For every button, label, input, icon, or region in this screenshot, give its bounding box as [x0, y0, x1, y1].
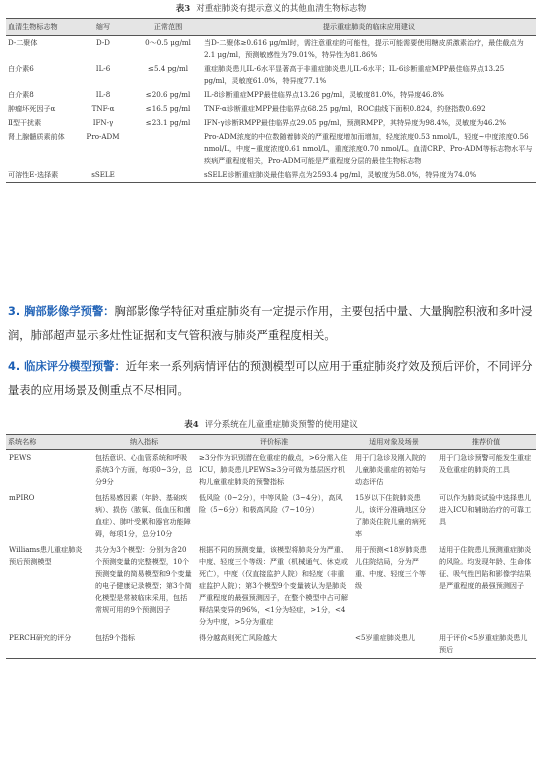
table3	[6, 18, 536, 183]
table4-header-eval: 评价标准	[196, 435, 352, 450]
paragraph-imaging-warning	[8, 300, 536, 348]
paragraph-score-model-warning	[8, 355, 536, 403]
marker-abbr: TNF-α	[91, 104, 115, 113]
table-row	[6, 102, 536, 116]
marker-advice: 当D-二聚体≥0.616 μg/ml时，需注意重症的可能性，提示可能需要使用糖皮质激素治疗，最佳截点为2.1 μg/ml，预测敏感性为79.01%，特异性为81.86%	[204, 38, 524, 59]
system-indicators: 包括9个指标	[92, 630, 196, 659]
table4-caption-title: 评分系统在儿童重症肺炎预警的使用建议	[204, 420, 358, 430]
system-value: 适用于住院患儿预测重症肺炎的风险。均发现年龄、生命体征、吸气性凹陷和影像学结果是严重程度的最强预测因子	[439, 545, 532, 590]
marker-range: ≤20.6 pg/ml	[145, 90, 191, 99]
marker-range: 0～0.5 μg/ml	[145, 38, 191, 47]
marker-range	[134, 168, 202, 183]
marker-advice: sSELE诊断重症肺炎最佳临界点为2593.4 pg/ml，灵敏度为58.0%，特异度为74.0%	[202, 168, 536, 183]
system-scenario: 用于门急诊及刚入院的儿童肺炎重症的初始与动态评估	[355, 453, 426, 486]
paragraph-text: 近年来一系列病情评估的预测模型可以应用于重症肺炎疗效及预后评价，不同评分量表的应用场景及侧重点不尽相同。	[8, 360, 533, 397]
marker-name: D-二聚体	[8, 38, 38, 47]
table3-header-name: 血清生物标志物	[6, 19, 72, 36]
table-row	[6, 168, 536, 183]
marker-range	[134, 130, 202, 168]
table-row	[6, 630, 536, 659]
marker-abbr: IL-6	[95, 64, 111, 73]
table-row	[6, 62, 536, 88]
table-row	[6, 88, 536, 102]
table4-header-row	[6, 435, 536, 450]
system-scenario: 15岁以下住院肺炎患儿，该评分准确地区分了肺炎住院儿童的病死率	[355, 493, 426, 538]
marker-abbr: IFN-γ	[92, 118, 114, 127]
table-row	[6, 542, 536, 630]
table4-header-incl: 纳入指标	[92, 435, 196, 450]
marker-name: 可溶性E-选择素	[6, 168, 72, 183]
marker-name: 白介素8	[8, 90, 34, 99]
table-row	[6, 490, 536, 542]
table4-header-name: 系统名称	[6, 435, 92, 450]
system-criteria: ≥3分作为识别潜在危重症的截点，>6分需入住ICU，肺炎患儿PEWS≥3分可做为基层医疗机构儿童重症肺炎的预警指标	[199, 453, 348, 486]
table3-header-advice: 提示重症肺炎的临床应用建议	[202, 19, 536, 36]
table4	[6, 434, 536, 659]
marker-abbr: sSELE	[72, 168, 134, 183]
system-scenario: <5岁重症肺炎患儿	[352, 630, 436, 659]
system-criteria: 根据不同的预测变量，该模型将肺炎分为严重、中度、轻度三个等级：严重（机械通气、休克或死亡），中度（仅直接监护人院）和轻度（非重症监护人院）；第3个模型9个变量被认为是肺炎严重程度的最强预测因子，在整个模型中占可解释结果变异的96%，<1分为轻症，>1分，<4分为中度，>5分为重症	[199, 545, 348, 626]
system-criteria: 低风险（0~2分），中等风险（3~4分），高风险（5~6分）和极高风险（7~10分）	[199, 493, 343, 514]
system-name: mPIRO	[9, 493, 35, 502]
table3-caption	[0, 2, 542, 14]
marker-advice: 重症肺炎患儿IL-6水平显著高于非重症肺炎患儿IL-6水平；IL-6诊断重症MPP最佳临界点13.25 pg/ml，灵敏度61.0%，特异度77.1%	[204, 64, 505, 85]
marker-abbr: Pro-ADM	[86, 132, 120, 141]
table-row	[6, 130, 536, 168]
table3-caption-title: 对重症肺炎有提示意义的其他血清生物标志物	[196, 4, 367, 14]
table3-header-range: 正常范围	[134, 19, 202, 36]
system-name: PEWS	[9, 453, 32, 462]
table4-header-value: 推荐价值	[436, 435, 536, 450]
table4-header-obj: 适用对象及场景	[352, 435, 436, 450]
marker-range: ≤23.1 pg/ml	[145, 118, 191, 127]
table3-caption-label: 表3	[175, 4, 191, 14]
marker-advice: IL-8诊断重症MPP最佳临界点13.26 pg/ml，灵敏度81.0%，特异度46.8%	[204, 90, 444, 99]
system-criteria: 得分越高则死亡风险越大	[196, 630, 352, 659]
paragraph-lead: 4. 临床评分模型预警：	[8, 360, 126, 373]
system-name: Williams患儿重症肺炎预后预测模型	[9, 545, 83, 566]
system-value: 用于门急诊预警可能发生重症及危重症的肺炎的工具	[439, 453, 532, 474]
system-value: 可以作为肺炎试验中选择患儿进入ICU和辅助治疗的可靠工具	[439, 493, 532, 526]
system-indicators: 共分为3个模型：分别为含20个预测变量的完整模型，10个预测变量的简易模型和9个变量的电子健康记录模型；第3个简化模型是常被临床采用，包括常规可用的9个预测因子	[95, 545, 192, 614]
paragraph-text: 胸部影像学特征对重症肺炎有一定提示作用，主要包括中量、大量胸腔积液和多叶浸润，肺部超声显示多灶性证据和支气管积液与肺炎严重程度相关。	[8, 305, 533, 342]
marker-name: 肾上腺髓质素前体	[8, 132, 65, 141]
marker-name: 肿瘤坏死因子α	[8, 104, 56, 113]
table4-caption	[0, 418, 542, 430]
marker-range: ≤5.4 pg/ml	[148, 64, 188, 73]
table3-header-abbr: 缩写	[72, 19, 134, 36]
marker-advice: TNF-α诊断重症MPP最佳临界点68.25 pg/ml，ROC曲线下面积0.824，约登指数0.692	[204, 104, 486, 113]
system-indicators: 包括意识、心血管系统和呼吸系统3个方面，每项0~3分，总分9分	[95, 453, 193, 486]
table-row	[6, 36, 536, 63]
table3-header-row	[6, 19, 536, 36]
system-scenario: 用于预测<18岁肺炎患儿住院结局，分为严重、中度、轻度三个等级	[355, 545, 427, 590]
marker-advice: IFN-γ诊断RMPP最佳临界点29.05 pg/ml，预测RMPP，其特异度为98.4%，灵敏度为46.2%	[204, 118, 506, 127]
system-value: 用于评价<5岁重症肺炎患儿预后	[436, 630, 536, 659]
table-row	[6, 116, 536, 130]
table-row	[6, 450, 536, 491]
paragraph-lead: 3. 胸部影像学预警：	[8, 305, 115, 318]
marker-range: ≤16.5 pg/ml	[145, 104, 191, 113]
marker-abbr: D-D	[96, 38, 110, 47]
table4-caption-label: 表4	[184, 420, 199, 430]
marker-abbr: IL-8	[95, 90, 111, 99]
system-name: PERCH研究的评分	[6, 630, 92, 659]
marker-name: Ⅱ型干扰素	[8, 118, 42, 127]
marker-name: 白介素6	[8, 64, 34, 73]
system-indicators: 包括易感因素（年龄、基础疾病）、损伤（脓氧、低血压和菌血症）、肺叶受累和器官功能障碍，每项1分，总分10分	[95, 493, 191, 538]
marker-advice: Pro-ADM浓度的中位数随着肺炎的严重程度增加而增加，轻度浓度0.53 nmol/L，轻度~中度浓度0.56 nmol/L，中度~重度浓度0.61 nmol/L，重度浓度0.70 nmol/L。血清CRP、Pro-ADM等标志物水平与疾病严重程度相关，Pro-ADM可能是严重程度分层的最佳生物标志物	[204, 132, 533, 165]
